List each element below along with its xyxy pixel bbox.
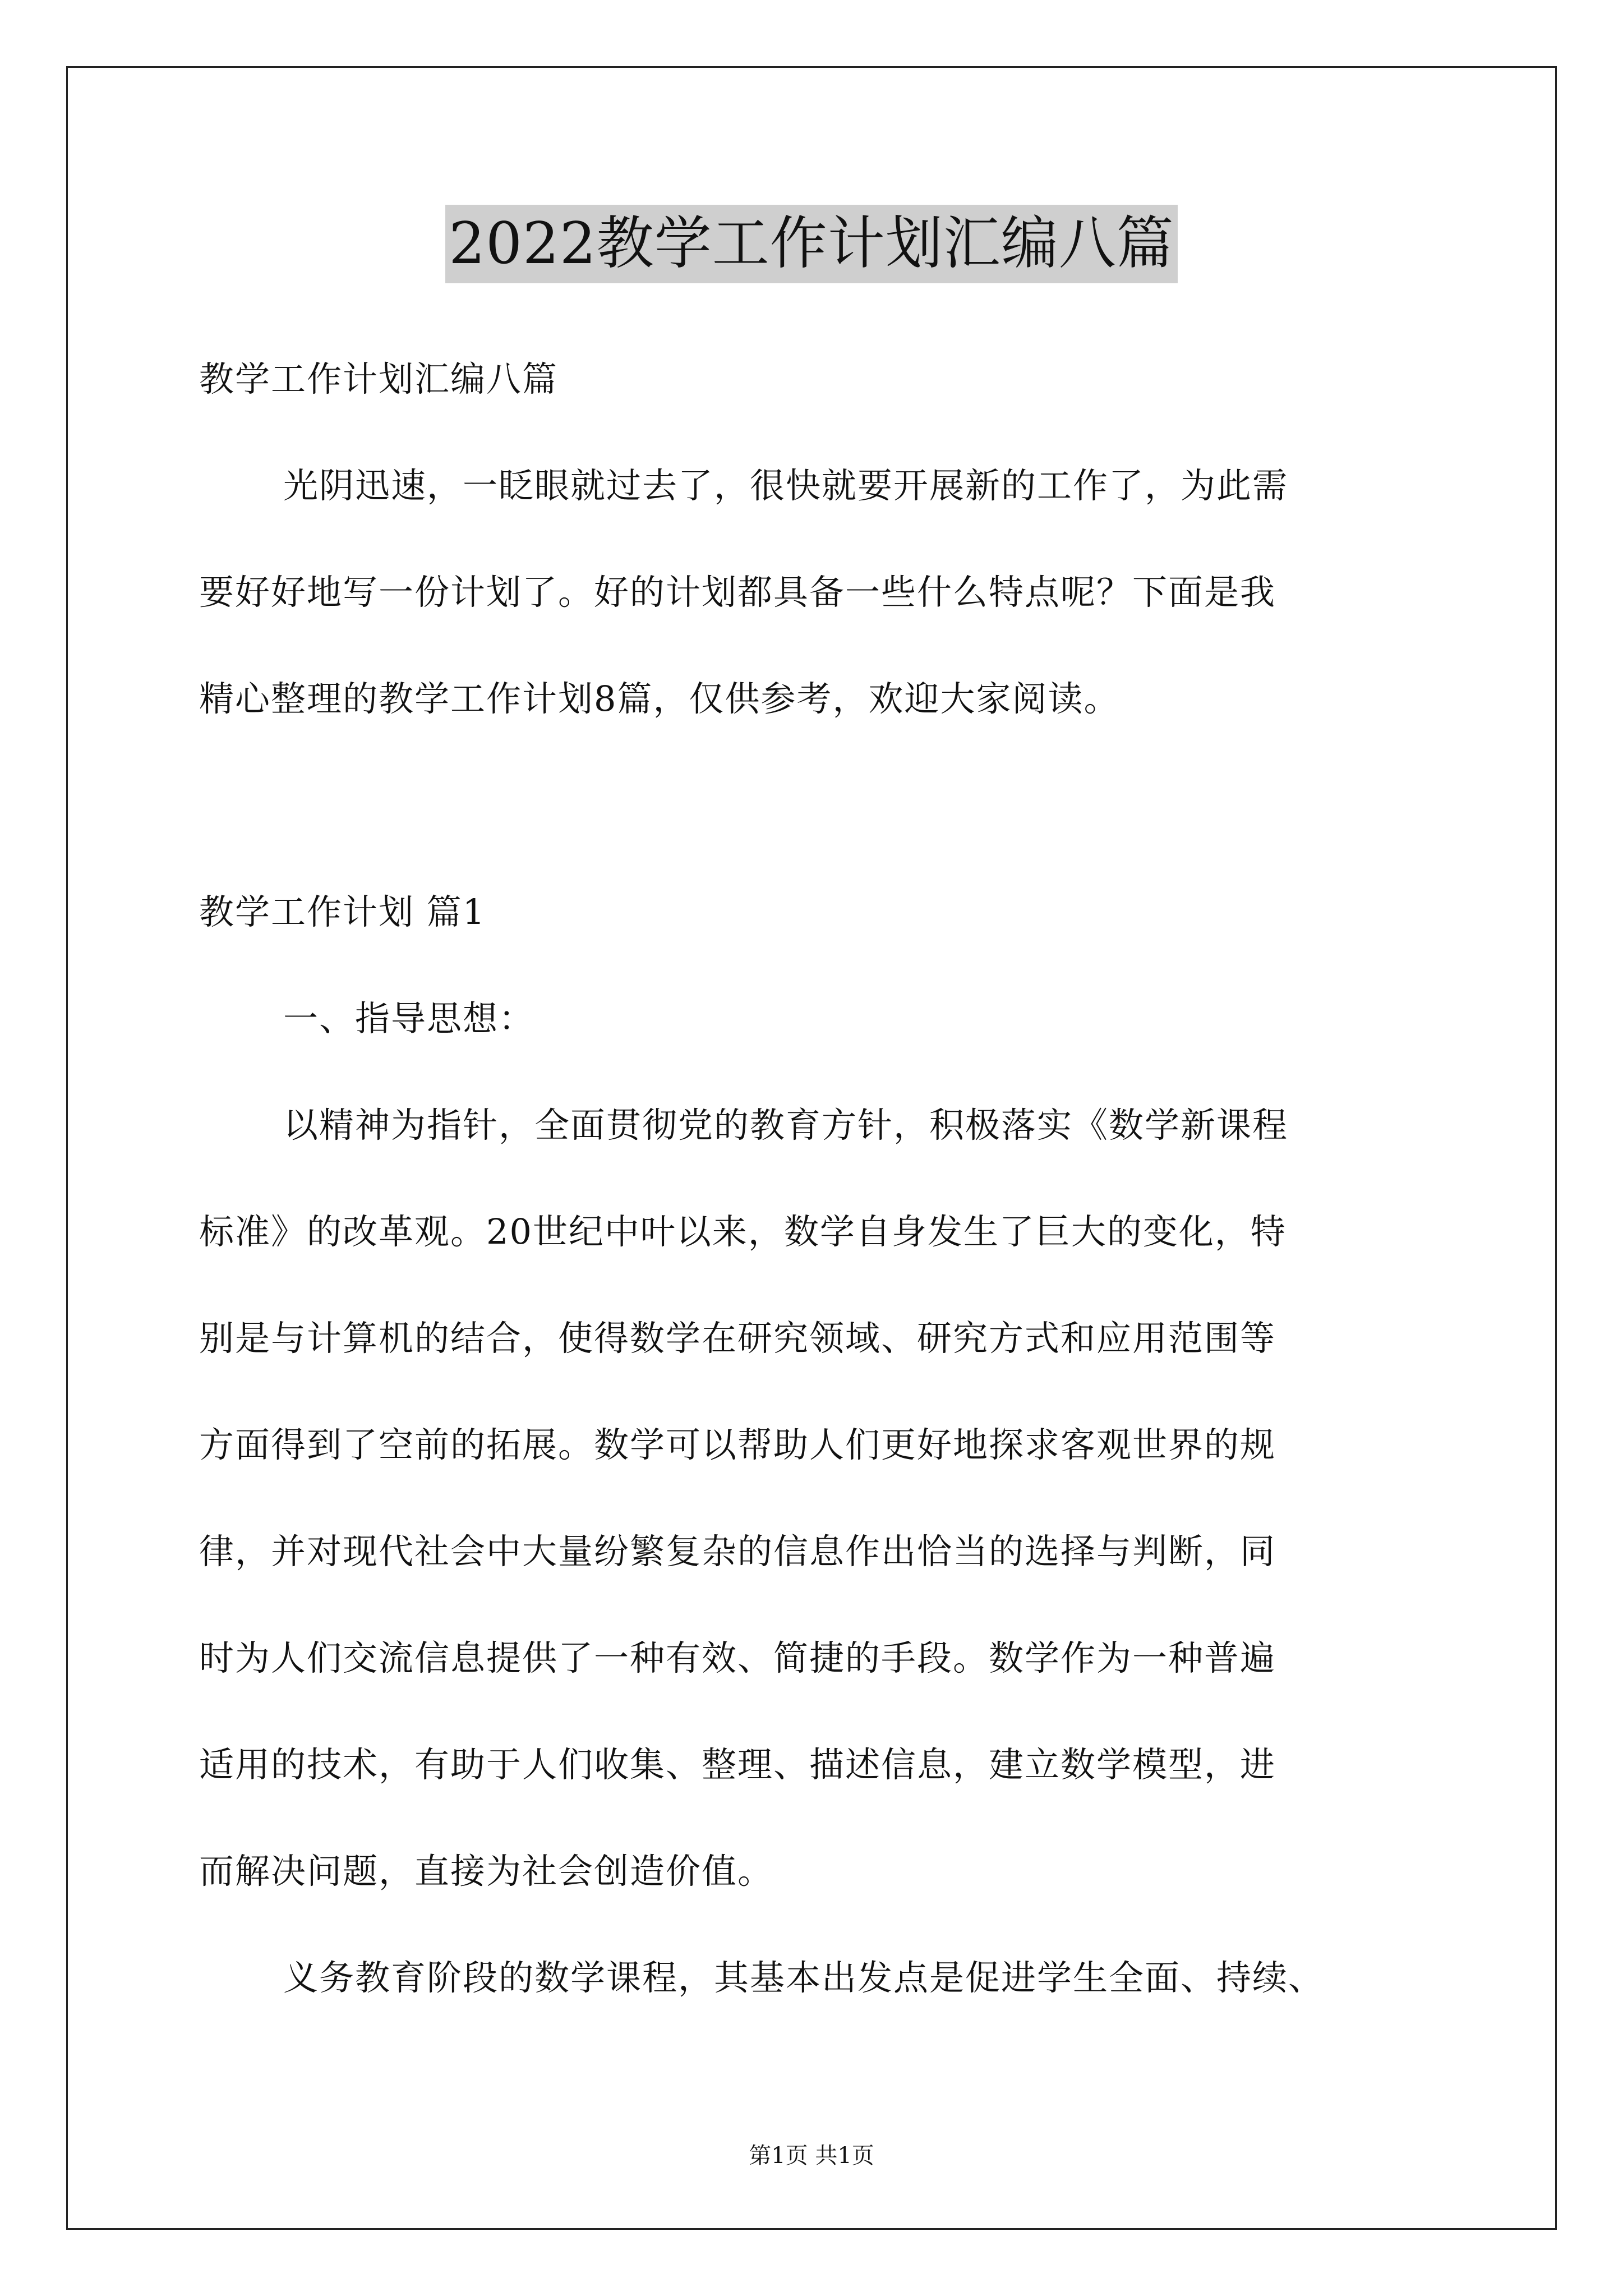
body-line: 精心整理的教学工作计划8篇，仅供参考，欢迎大家阅读。: [199, 678, 1120, 719]
document-title: 2022教学工作计划汇编八篇: [445, 205, 1178, 283]
body-line: 义务教育阶段的数学课程，其基本出发点是促进学生全面、持续、: [283, 1957, 1325, 1998]
subsection-heading: 一、指导思想：: [283, 998, 535, 1039]
body-line: 时为人们交流信息提供了一种有效、简捷的手段。数学作为一种普遍: [199, 1637, 1276, 1678]
subtitle-line: 教学工作计划汇编八篇: [199, 358, 559, 399]
page-number: 第1页 共1页: [749, 2143, 874, 2169]
body-line: 而解决问题，直接为社会创造价值。: [199, 1851, 774, 1892]
body-line: 方面得到了空前的拓展。数学可以帮助人们更好地探求客观世界的规: [199, 1424, 1276, 1465]
title-container: [0, 205, 1623, 283]
body-line: 光阴迅速，一眨眼就过去了，很快就要开展新的工作了，为此需: [283, 465, 1289, 506]
body-line: 标准》的改革观。20世纪中叶以来，数学自身发生了巨大的变化，特: [199, 1211, 1287, 1252]
body-line: 以精神为指针，全面贯彻党的教育方针，积极落实《数学新课程: [283, 1105, 1289, 1145]
body-line: 律，并对现代社会中大量纷繁复杂的信息作出恰当的选择与判断，同: [199, 1531, 1276, 1572]
body-line: 适用的技术，有助于人们收集、整理、描述信息，建立数学模型，进: [199, 1744, 1276, 1785]
section-heading: 教学工作计划 篇1: [199, 891, 486, 932]
body-line: 别是与计算机的结合，使得数学在研究领域、研究方式和应用范围等: [199, 1318, 1276, 1359]
body-line: 要好好地写一份计划了。好的计划都具备一些什么特点呢？下面是我: [199, 572, 1276, 613]
